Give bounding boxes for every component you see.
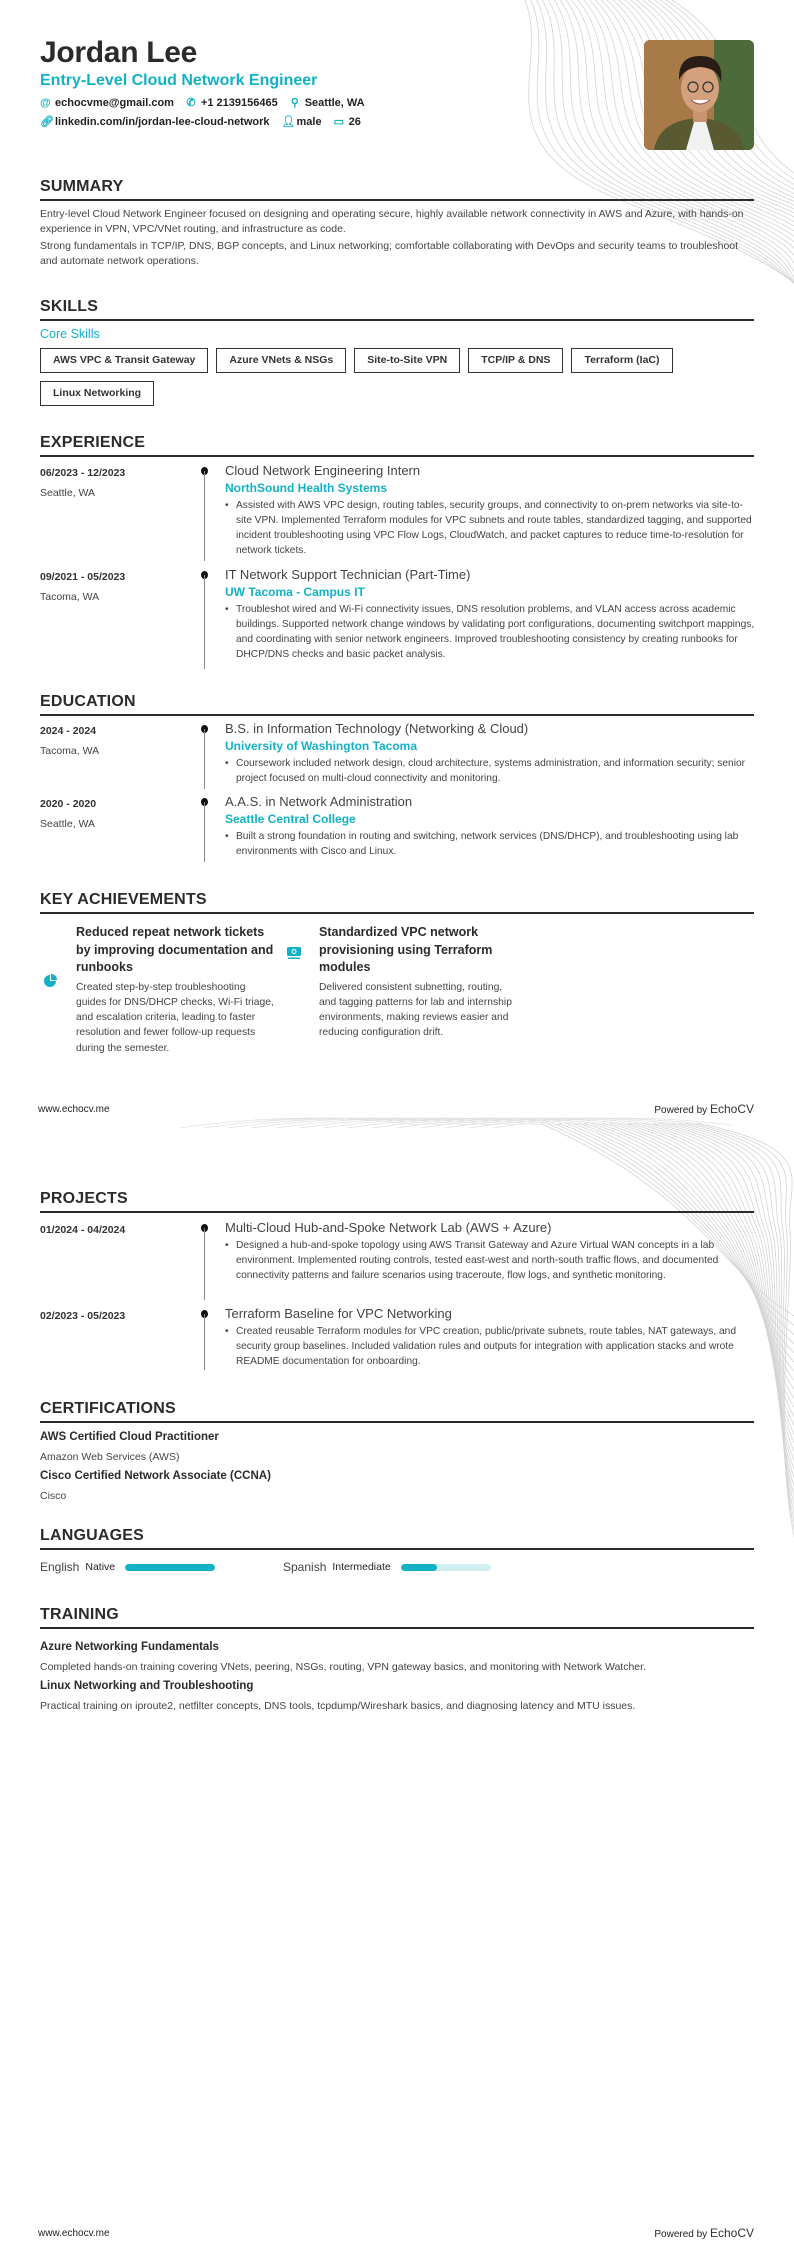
skill-tag-list — [40, 348, 754, 406]
brand-name: EchoCV — [709, 2226, 754, 2240]
achievement-description: Created step-by-step troubleshooting guides for DNS/DHCP checks, Wi-Fi triage, and escalation criteria, leading to faster resolution and fewer follow-up requests during the semester. — [76, 981, 274, 1054]
contact-row-2 — [40, 115, 361, 128]
section-heading-skills: SKILLS — [40, 298, 754, 321]
section-heading-projects: PROJECTS — [40, 1190, 754, 1213]
section-heading-key-achievements: KEY ACHIEVEMENTS — [40, 891, 754, 914]
wave-line — [204, 1118, 444, 1128]
certification-name: Cisco Certified Network Associate (CCNA) — [40, 1470, 271, 1482]
entry-organization: University of Washington Tacoma — [225, 739, 418, 753]
entry-organization: UW Tacoma - Campus IT — [225, 585, 365, 599]
phone-icon: ✆ — [186, 97, 196, 109]
contact-row-1 — [40, 96, 365, 109]
certification-issuer: Amazon Web Services (AWS) — [40, 1451, 180, 1463]
skill-tag: TCP/IP & DNS — [468, 348, 563, 373]
candidate-name: Jordan Lee — [40, 36, 198, 69]
wave-line — [444, 1118, 684, 1128]
summary-paragraph: Entry-level Cloud Network Engineer focused on designing and operating secure, highly available network connectivity in AWS and Azure, with hands-on experience in VPN, VPC/VNet routing, and infrastructure as code. — [40, 208, 744, 235]
person-icon: 👤︎ — [281, 116, 296, 128]
language-proficiency-fill — [125, 1564, 215, 1571]
bullet-point: • Built a strong foundation in routing and switching, network services (DNS/DHCP), and troubleshooting using lab environments with Cisco and Linux. — [225, 829, 755, 859]
age-text: 26 — [348, 115, 361, 128]
language-name: Spanish — [283, 1560, 327, 1574]
bullet-point: • Created reusable Terraform modules for VPC creation, public/private subnets, route tables, NAT gateways, and security group baselines. Included validation rules and outputs for integration with application stacks and wrote README documentation for onboarding. — [225, 1324, 755, 1369]
monitor-icon — [286, 945, 302, 966]
entry-organization: NorthSound Health Systems — [225, 481, 388, 495]
skill-tag: Linux Networking — [40, 381, 154, 406]
location-text: Seattle, WA — [304, 96, 365, 109]
section-heading-training: TRAINING — [40, 1606, 754, 1629]
wave-line — [492, 1118, 732, 1128]
language-name: English — [40, 1560, 80, 1574]
wave-line — [348, 1118, 588, 1128]
timeline-line — [204, 802, 205, 862]
entry-location: Tacoma, WA — [40, 591, 100, 603]
training-description: Practical training on iproute2, netfilter concepts, DNS tools, tcpdump/Wireshark basics, and diagnosing latency and MTU issues. — [40, 1700, 636, 1712]
skill-tag: Terraform (IaC) — [571, 348, 672, 373]
language-item — [283, 1560, 491, 1574]
timeline-line — [204, 1314, 205, 1370]
entry-title: IT Network Support Technician (Part-Time) — [225, 567, 471, 582]
email-icon: @ — [40, 96, 51, 109]
wave-line — [324, 1118, 564, 1128]
entry-location: Seattle, WA — [40, 818, 96, 830]
location-pin-icon: ⚲ — [290, 97, 299, 109]
bullet-point: • Coursework included network design, cloud architecture, systems administration, and information security; senior project focused on multi-cloud connectivity and monitoring. — [225, 756, 755, 786]
footer-website[interactable]: www.echocv.me — [38, 1104, 110, 1115]
powered-by-text: Powered by — [654, 2229, 708, 2240]
wave-line — [396, 1118, 636, 1128]
wave-line — [228, 1118, 468, 1128]
section-heading-certifications: CERTIFICATIONS — [40, 1400, 754, 1423]
achievement-item — [319, 924, 519, 1041]
entry-date: 01/2024 - 04/2024 — [40, 1224, 126, 1236]
training-name: Azure Networking Fundamentals — [40, 1641, 219, 1653]
achievement-description: Delivered consistent subnetting, routing, and tagging patterns for lab and internship environments, making reviews easier and reducing configuration drift. — [319, 981, 512, 1039]
training-description: Completed hands-on training covering VNets, peering, NSGs, routing, VPN gateway basics, and monitoring with Network Watcher. — [40, 1661, 646, 1673]
brand-name: EchoCV — [709, 1102, 754, 1116]
entry-date: 2020 - 2020 — [40, 798, 97, 810]
timeline-line — [204, 729, 205, 789]
section-heading-education: EDUCATION — [40, 693, 754, 716]
entry-date: 09/2021 - 05/2023 — [40, 571, 126, 583]
wave-line — [300, 1118, 540, 1128]
skill-tag: Site-to-Site VPN — [354, 348, 460, 373]
entry-title: Multi-Cloud Hub-and-Spoke Network Lab (AWS + Azure) — [225, 1220, 552, 1235]
language-level: Native — [85, 1561, 116, 1573]
summary-paragraph: Strong fundamentals in TCP/IP, DNS, BGP concepts, and Linux networking; comfortable collaborating with DevOps and security teams to troubleshoot and automate network operations. — [40, 240, 739, 267]
achievement-item — [76, 924, 276, 1056]
summary-text — [40, 207, 754, 269]
footer-website[interactable]: www.echocv.me — [38, 2228, 110, 2239]
wave-line — [180, 1118, 420, 1128]
wave-line — [420, 1118, 660, 1128]
link-icon: 🔗︎ — [40, 116, 54, 128]
entry-location: Tacoma, WA — [40, 745, 100, 757]
achievement-title: Reduced repeat network tickets by improving documentation and runbooks — [76, 925, 274, 974]
bullet-point: • Troubleshot wired and Wi-Fi connectivity issues, DNS resolution problems, and VLAN access across academic buildings. Supported network change windows by validating port configurations, documenting switchport mappings, and coordinating with senior network engineers. Improved troubleshooting consistency by creating runbooks for DHCP/DNS checks and basic packet analysis. — [225, 602, 755, 662]
bullet-point: • Designed a hub-and-spoke topology using AWS Transit Gateway and Azure Virtual WAN concepts in a lab environment. Implemented routing controls, tested east-west and north-south traffic flows, and documented connectivity patterns and failure scenarios using traceroute, flow logs, and synthetic monitoring. — [225, 1238, 755, 1283]
powered-by-text: Powered by — [654, 1105, 708, 1116]
footer-powered-by[interactable] — [654, 2226, 754, 2240]
wave-line — [468, 1118, 708, 1128]
certification-issuer: Cisco — [40, 1490, 67, 1502]
entry-title: Terraform Baseline for VPC Networking — [225, 1306, 452, 1321]
bullet-point: • Assisted with AWS VPC design, routing tables, security groups, and connectivity to on-prem networks via site-to-site VPN. Implemented Terraform modules for VPC subnets and route tables, standardized tagging, and supported incident troubleshooting using VPC Flow Logs, CloudWatch, and packet captures to reduce time-to-resolution for network tickets. — [225, 498, 755, 558]
entry-date: 2024 - 2024 — [40, 725, 97, 737]
phone-text[interactable]: +1 2139156465 — [200, 96, 278, 109]
entry-title: B.S. in Information Technology (Networking & Cloud) — [225, 721, 529, 736]
language-level: Intermediate — [332, 1561, 391, 1573]
language-proficiency-fill — [401, 1564, 437, 1571]
entry-title: Cloud Network Engineering Intern — [225, 463, 421, 478]
language-proficiency-bar — [401, 1564, 491, 1571]
section-heading-languages: LANGUAGES — [40, 1527, 754, 1550]
timeline-line — [204, 471, 205, 561]
achievement-title: Standardized VPC network provisioning using Terraform modules — [319, 925, 493, 974]
bullet-list — [225, 756, 755, 786]
entry-organization: Seattle Central College — [225, 812, 356, 826]
wave-line — [628, 1123, 794, 1481]
entry-date: 02/2023 - 05/2023 — [40, 1310, 126, 1322]
bullet-list — [225, 602, 755, 662]
training-name: Linux Networking and Troubleshooting — [40, 1680, 254, 1692]
bullet-list — [225, 498, 755, 558]
timeline-line — [204, 575, 205, 669]
bullet-list — [225, 1324, 755, 1369]
entry-location: Seattle, WA — [40, 487, 96, 499]
linkedin-link[interactable]: linkedin.com/in/jordan-lee-cloud-network — [55, 115, 270, 128]
calendar-icon: ▭ — [333, 116, 345, 128]
language-proficiency-bar — [125, 1564, 215, 1571]
wave-line — [276, 1118, 516, 1128]
pie-chart-icon — [43, 973, 57, 994]
wave-line — [252, 1118, 492, 1128]
section-heading-experience: EXPERIENCE — [40, 434, 754, 457]
gender-text: male — [296, 115, 322, 128]
section-heading-summary: SUMMARY — [40, 178, 754, 201]
entry-title: A.A.S. in Network Administration — [225, 794, 413, 809]
timeline-line — [204, 1228, 205, 1300]
skill-tag: Azure VNets & NSGs — [216, 348, 346, 373]
email-link[interactable]: echocvme@gmail.com — [55, 96, 174, 109]
certification-name: AWS Certified Cloud Practitioner — [40, 1431, 219, 1443]
bullet-list — [225, 829, 755, 859]
skill-tag: AWS VPC & Transit Gateway — [40, 348, 208, 373]
skill-group-label: Core Skills — [40, 327, 100, 341]
bullet-list — [225, 1238, 755, 1283]
entry-date: 06/2023 - 12/2023 — [40, 467, 126, 479]
profile-photo — [644, 40, 754, 150]
language-item — [40, 1560, 215, 1574]
job-title: Entry-Level Cloud Network Engineer — [40, 72, 318, 89]
footer-powered-by[interactable] — [654, 1102, 754, 1116]
wave-line — [372, 1118, 612, 1128]
